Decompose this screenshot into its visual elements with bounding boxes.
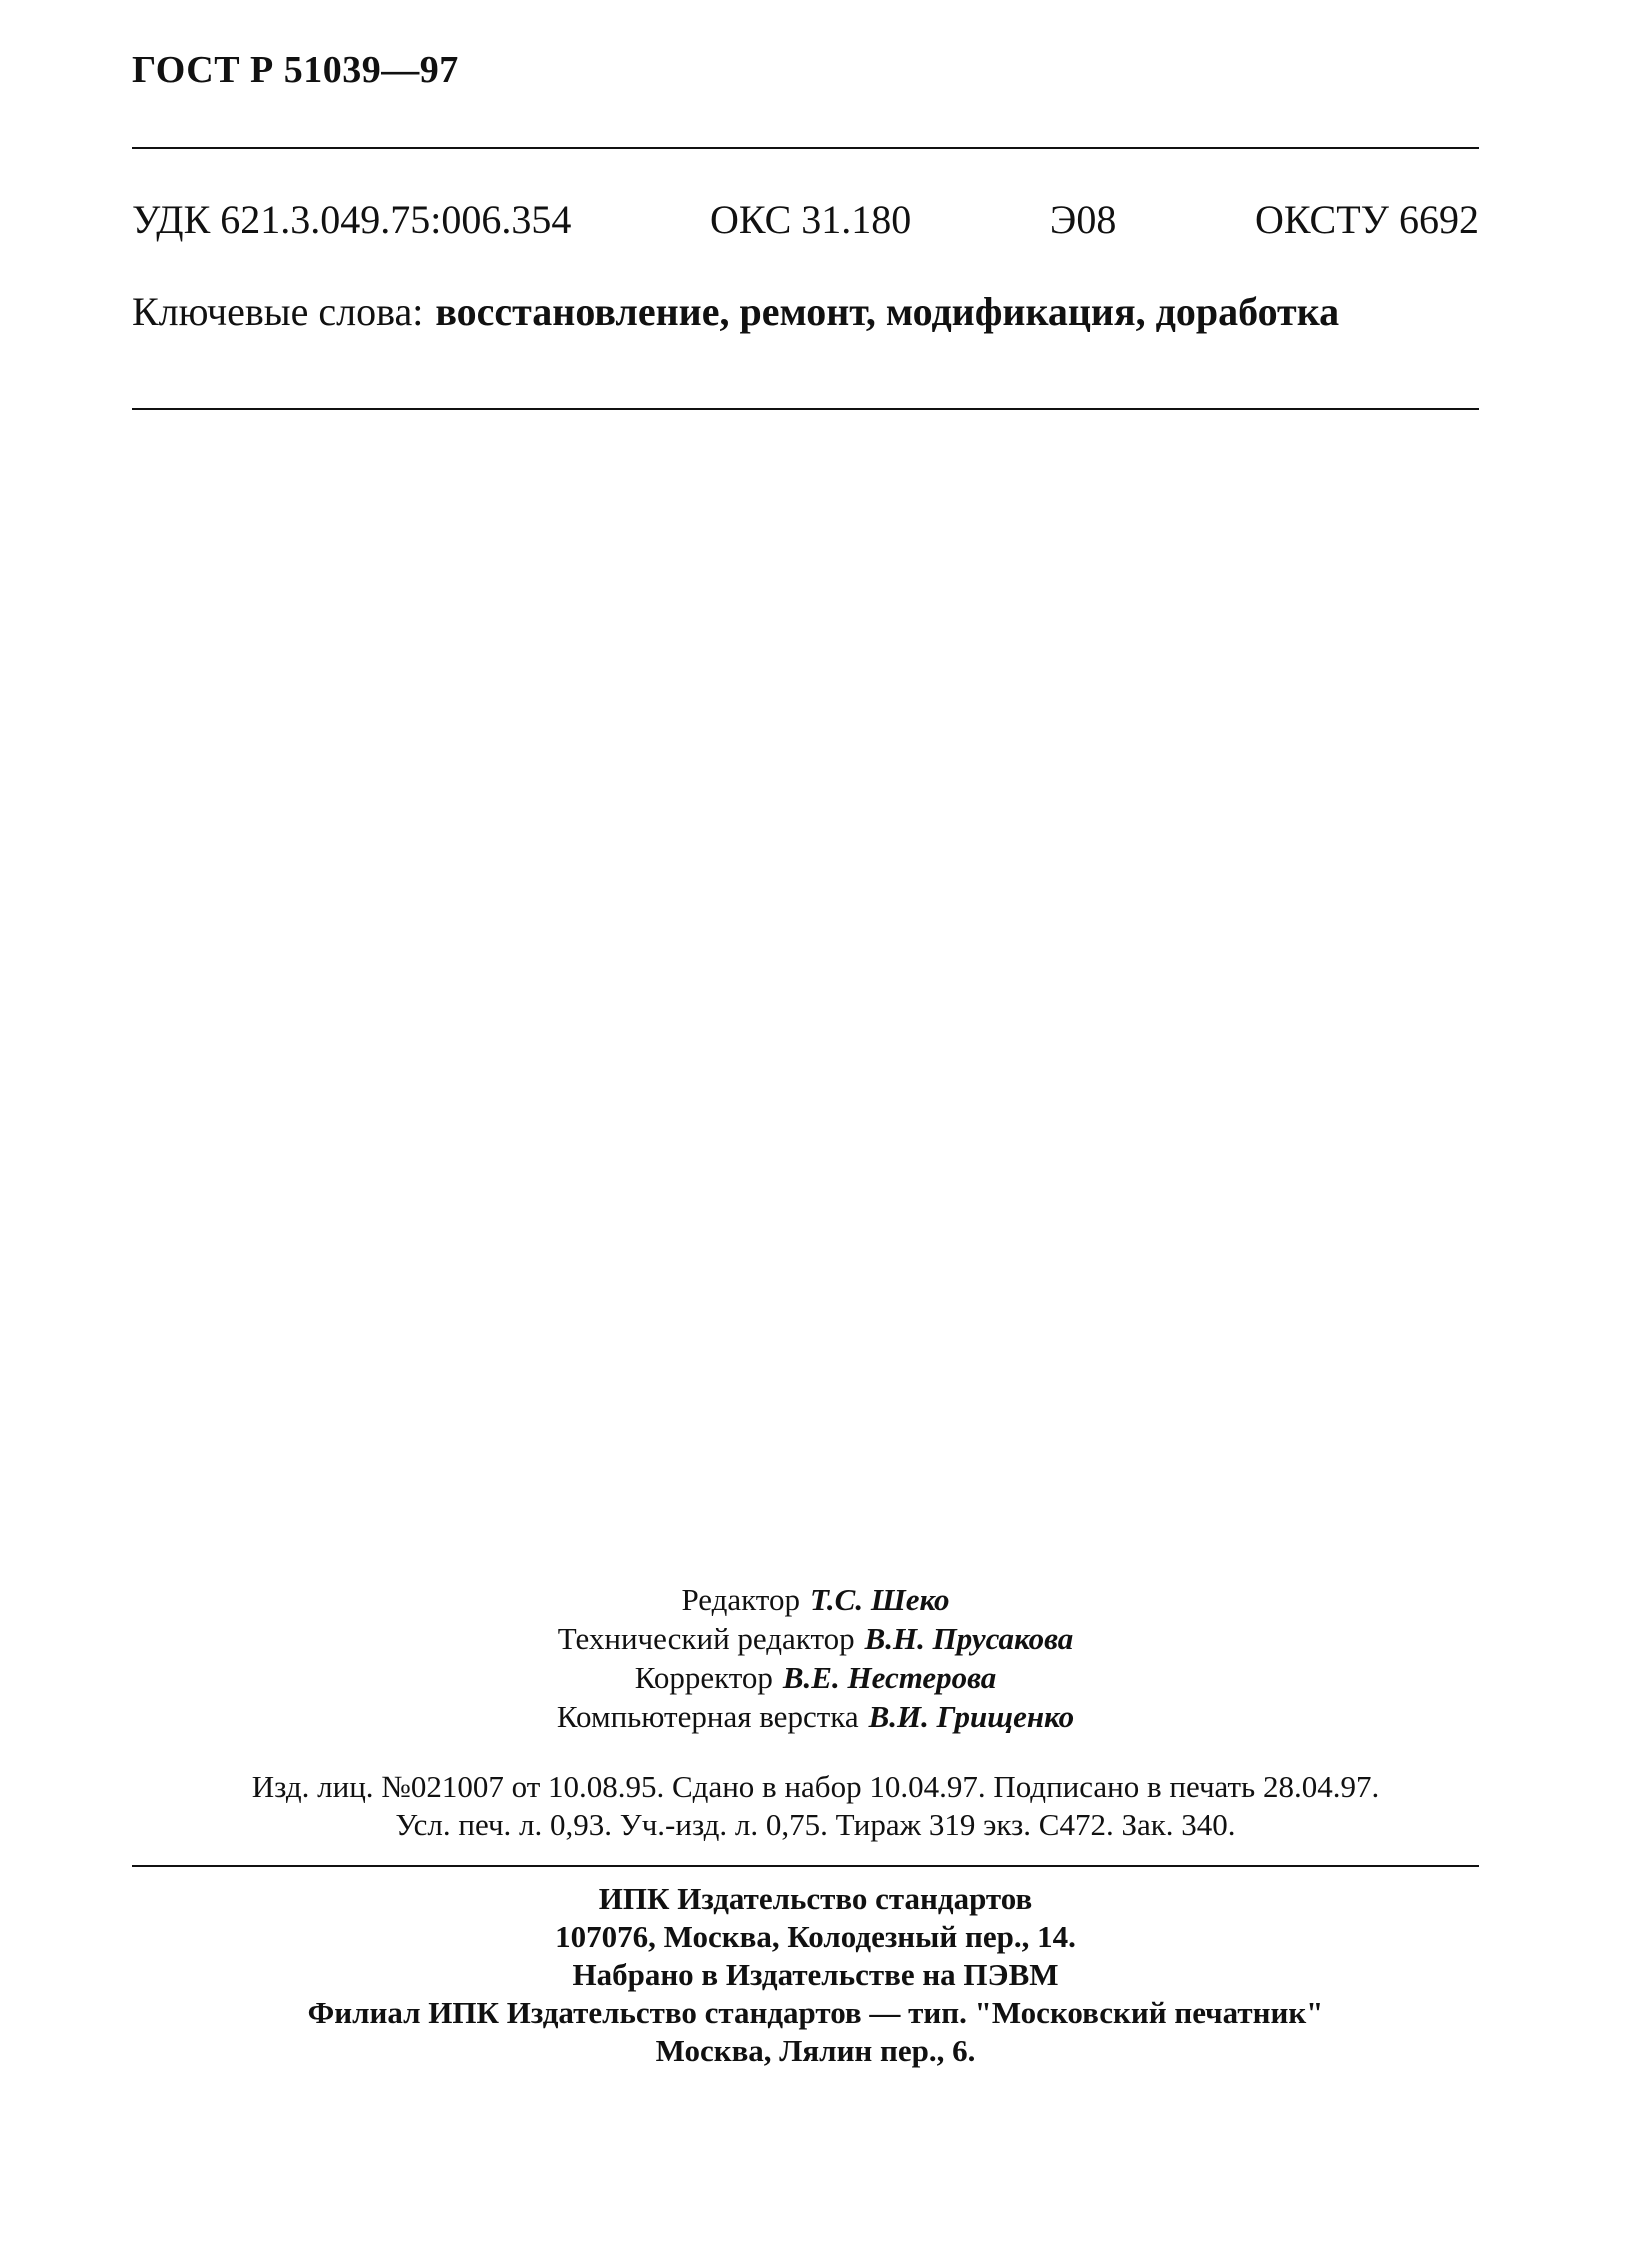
keywords-line [132, 288, 1479, 335]
credit-layout [0, 1697, 1631, 1736]
group-value: Э08 [1049, 197, 1117, 242]
credit-role: Технический редактор [557, 1621, 855, 1656]
typesetting-note: Набрано в Издательстве на ПЭВМ [572, 1957, 1059, 1992]
credit-role: Корректор [634, 1660, 773, 1695]
udk-label: УДК [132, 197, 211, 242]
publisher-name: ИПК Издательство стандартов [598, 1881, 1033, 1916]
group-code [1050, 196, 1116, 243]
credit-proofreader [0, 1658, 1631, 1697]
print-info [0, 1768, 1631, 1844]
keywords-divider [132, 408, 1479, 410]
credit-role: Редактор [681, 1582, 800, 1617]
oks-label: ОКС [710, 197, 792, 242]
credit-role: Компьютерная верстка [556, 1699, 859, 1734]
credit-technical-editor [0, 1619, 1631, 1658]
print-info-line: Изд. лиц. №021007 от 10.08.95. Сдано в набор 10.04.97. Подписано в печать 28.04.97. [251, 1769, 1380, 1804]
printing-house-address: Москва, Лялин пер., 6. [655, 2033, 976, 2068]
okstu-code [1255, 196, 1479, 243]
publisher-block [0, 1880, 1631, 2070]
keywords-label: Ключевые слова: [132, 289, 424, 334]
oks-code [710, 196, 911, 243]
okstu-label: ОКСТУ [1254, 197, 1389, 242]
credit-editor [0, 1580, 1631, 1619]
classification-codes [132, 196, 1479, 243]
credit-name: В.И. Грищенко [868, 1699, 1075, 1734]
top-divider [132, 147, 1479, 149]
oks-value: 31.180 [801, 197, 912, 242]
document-code: ГОСТ Р 51039—97 [132, 49, 459, 91]
print-info-line: Усл. печ. л. 0,93. Уч.-изд. л. 0,75. Тираж 319 экз. С472. Зак. 340. [395, 1807, 1236, 1842]
printing-house: Филиал ИПК Издательство стандартов — тип. "Московский печатник" [307, 1995, 1324, 2030]
publisher-address: 107076, Москва, Колодезный пер., 14. [555, 1919, 1076, 1954]
credit-name: В.Н. Прусакова [864, 1621, 1074, 1656]
keywords-value: восстановление, ремонт, модификация, доработка [435, 289, 1340, 334]
credit-name: В.Е. Нестерова [782, 1660, 997, 1695]
udk-code [132, 196, 571, 243]
udk-value: 621.3.049.75:006.354 [220, 197, 572, 242]
publisher-divider [132, 1865, 1479, 1867]
credit-name: Т.С. Шеко [809, 1582, 950, 1617]
okstu-value: 6692 [1398, 197, 1479, 242]
editorial-credits [0, 1580, 1631, 1736]
